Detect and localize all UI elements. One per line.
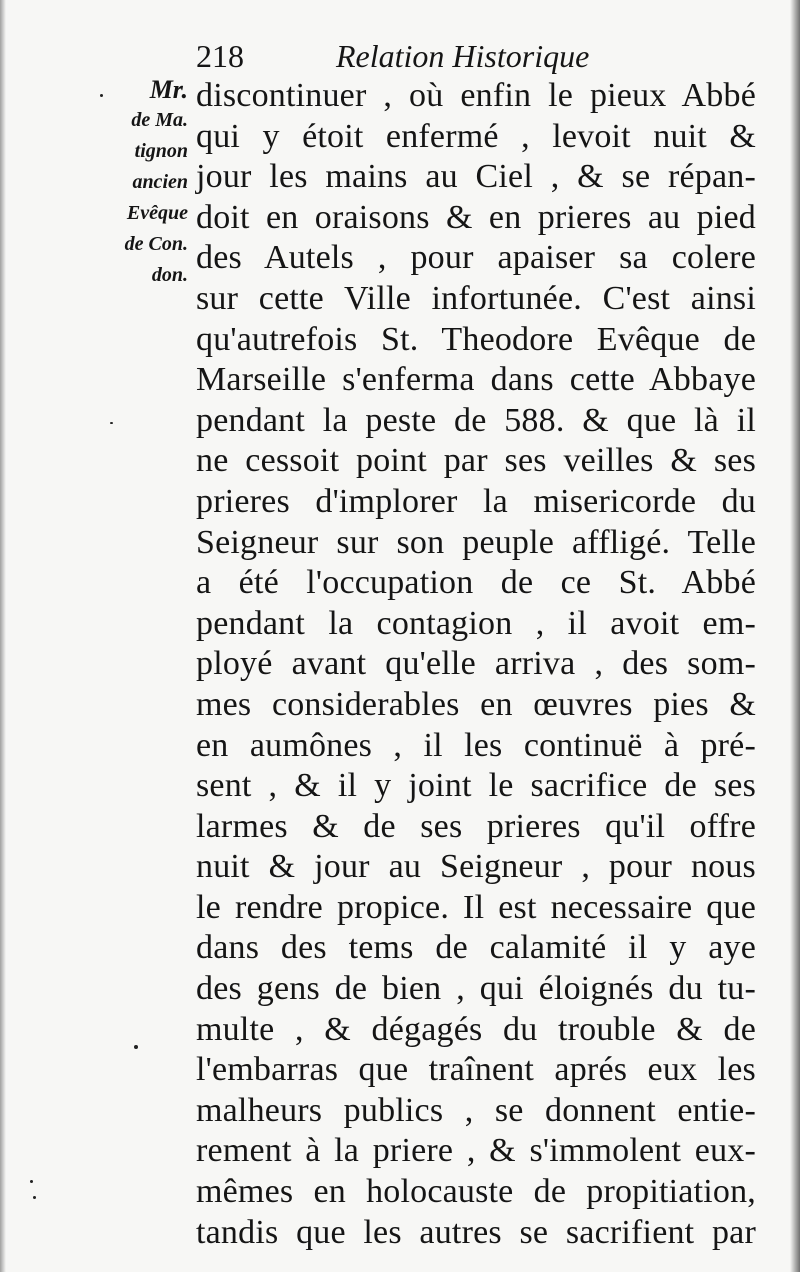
scan-speck: [30, 1180, 33, 1183]
page-number: 218: [196, 38, 244, 74]
text-line: dans des tems de calamité il y aye: [196, 929, 756, 967]
margin-note-line: don.: [151, 264, 188, 286]
text-line: sent , & il y joint le sacrifice de ses: [196, 767, 756, 805]
text-line: multe , & dégagés du trouble & de: [196, 1010, 756, 1048]
text-line: prieres d'implorer la misericorde du: [196, 482, 756, 520]
text-line: qu'autrefois St. Theodore Evêque de: [196, 320, 756, 358]
text-line: qui y étoit enfermé , levoit nuit &: [196, 117, 756, 155]
scan-speck: [33, 1196, 36, 1199]
text-line: l'embarras que traînent aprés eux les: [196, 1051, 756, 1089]
page-header: [196, 34, 756, 78]
text-line: mêmes en holocauste de propitiation,: [196, 1173, 756, 1211]
text-line: doit en oraisons & en prieres au pied: [196, 198, 756, 236]
text-line: tandis que les autres se sacrifient par: [196, 1213, 756, 1251]
text-line: malheurs publics , se donnent entie-: [196, 1091, 756, 1129]
text-line: mes considerables en œuvres pies &: [196, 685, 756, 723]
text-line: discontinuer , où enfin le pieux Abbé: [196, 77, 756, 114]
text-line: sur cette Ville infortunée. C'est ainsi: [196, 279, 756, 317]
margin-note: [78, 74, 188, 291]
body-text: [196, 76, 756, 1253]
scan-speck: [110, 422, 113, 424]
text-line: rement à la priere , & s'immolent eux-: [196, 1132, 756, 1170]
margin-note-line: Mr.: [149, 75, 188, 104]
text-line: des Autels , pour apaiser sa colere: [196, 239, 756, 277]
text-line: ployé avant qu'elle arriva , des som-: [196, 645, 756, 683]
text-line: ne cessoit point par ses veilles & ses: [196, 442, 756, 480]
text-line: Marseille s'enferma dans cette Abbaye: [196, 361, 756, 399]
text-line: nuit & jour au Seigneur , pour nous: [196, 848, 756, 886]
margin-note-line: de Con.: [124, 233, 188, 255]
scan-speck: [134, 1045, 138, 1049]
margin-note-line: ancien: [132, 171, 188, 193]
margin-note-line: Evêque: [126, 202, 188, 224]
margin-note-line: de Ma.: [131, 109, 188, 131]
text-line: le rendre propice. Il est necessaire que: [196, 888, 756, 926]
text-line: en aumônes , il les continuë à pré-: [196, 726, 756, 764]
text-line: pendant la contagion , il avoit em-: [196, 604, 756, 642]
text-line: a été l'occupation de ce St. Abbé: [196, 564, 756, 602]
running-title: Relation Historique: [336, 38, 590, 74]
text-line: jour les mains au Ciel , & se répan-: [196, 158, 756, 196]
scan-speck: [100, 94, 103, 97]
text-line: larmes & de ses prieres qu'il offre: [196, 807, 756, 845]
text-line: pendant la peste de 588. & que là il: [196, 401, 756, 439]
text-line: Seigneur sur son peuple affligé. Telle: [196, 523, 756, 561]
text-line: des gens de bien , qui éloignés du tu-: [196, 970, 756, 1008]
margin-note-line: tignon: [134, 140, 188, 162]
